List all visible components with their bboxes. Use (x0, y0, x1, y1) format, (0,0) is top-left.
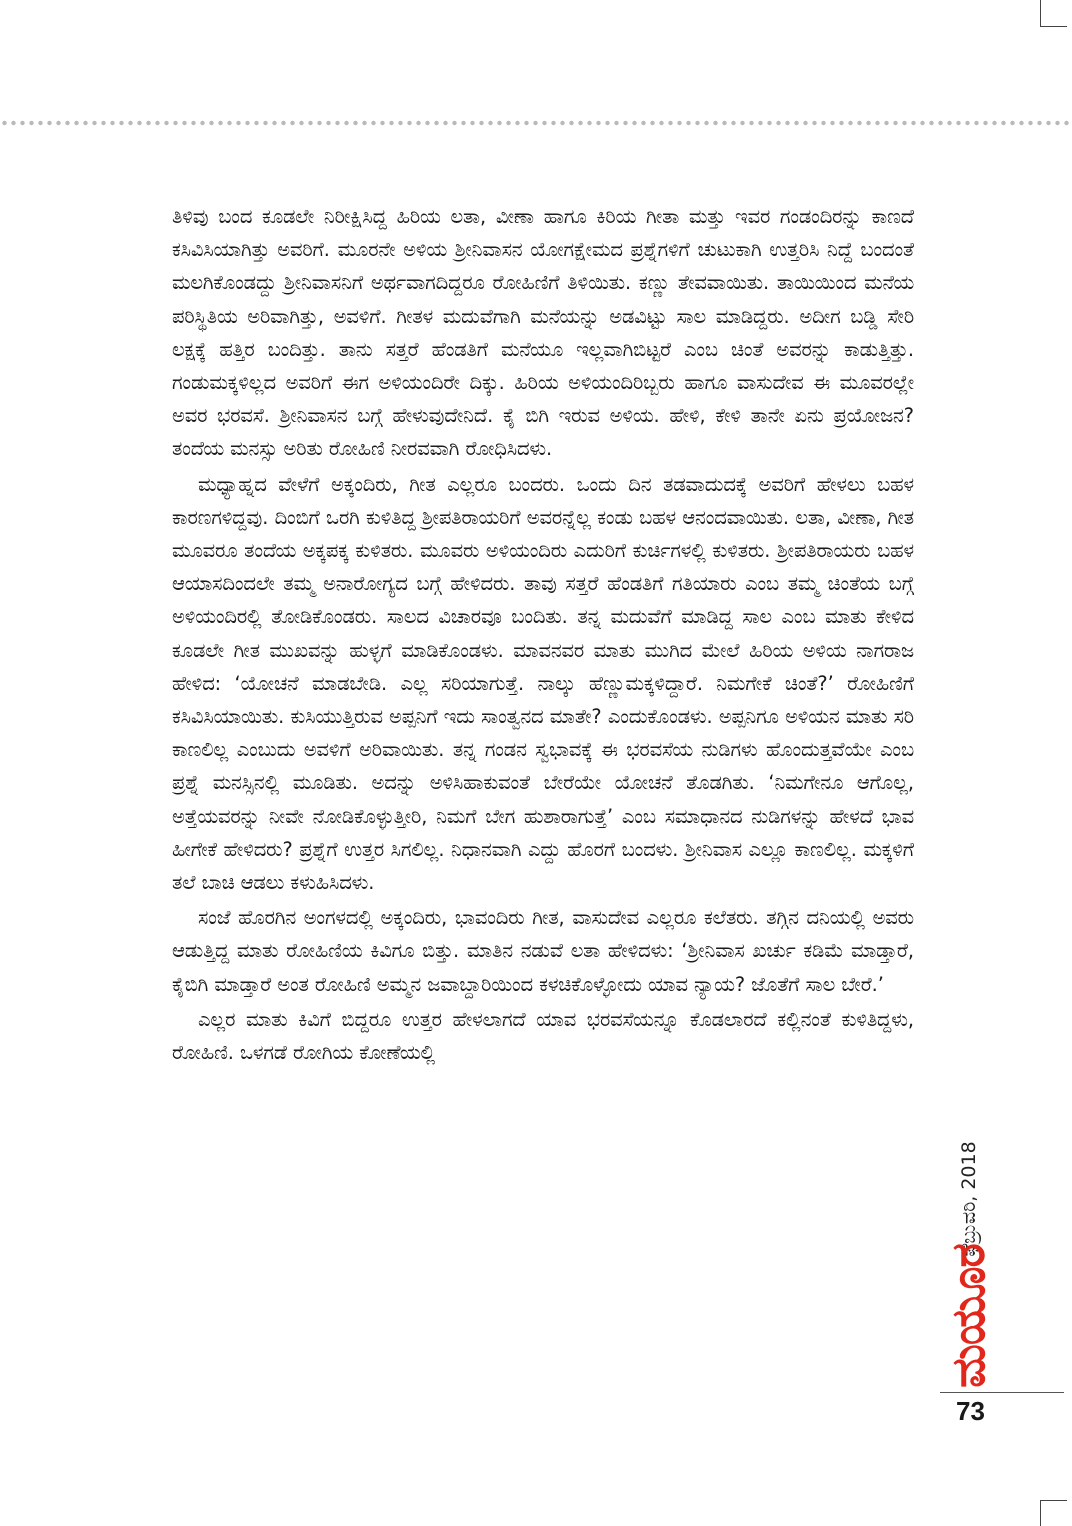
article-body (172, 200, 914, 1069)
paragraph: ಮಧ್ಯಾಹ್ನದ ವೇಳೆಗೆ ಅಕ್ಕಂದಿರು, ಗೀತ ಎಲ್ಲರೂ ಬಂದರು. ಒಂದು ದಿನ ತಡವಾದುದಕ್ಕೆ ಅವರಿಗೆ ಹೇಳಲು ಬಹಳ ಕಾರಣಗಳಿದ್ದವು. ದಿಂಬಿಗೆ ಒರಗಿ ಕುಳಿತಿದ್ದ ಶ್ರೀಪತಿರಾಯರಿಗೆ ಅವರನ್ನೆಲ್ಲ ಕಂಡು ಬಹಳ ಆನಂದವಾಯಿತು. ಲತಾ, ವೀಣಾ, ಗೀತ ಮೂವರೂ ತಂದೆಯ ಅಕ್ಕಪಕ್ಕ ಕುಳಿತರು. ಮೂವರು ಅಳಿಯಂದಿರು ಎದುರಿಗೆ ಕುರ್ಚಿಗಳಲ್ಲಿ ಕುಳಿತರು. ಶ್ರೀಪತಿರಾಯರು ಬಹಳ ಆಯಾಸದಿಂದಲೇ ತಮ್ಮ ಅನಾರೋಗ್ಯದ ಬಗ್ಗೆ ಹೇಳಿದರು. ತಾವು ಸತ್ತರೆ ಹೆಂಡತಿಗೆ ಗತಿಯಾರು ಎಂಬ ತಮ್ಮ ಚಿಂತೆಯ ಬಗ್ಗೆ ಅಳಿಯಂದಿರಲ್ಲಿ ತೋಡಿಕೊಂಡರು. ಸಾಲದ ವಿಚಾರವೂ ಬಂದಿತು. ತನ್ನ ಮದುವೆಗೆ ಮಾಡಿದ್ದ ಸಾಲ ಎಂಬ ಮಾತು ಕೇಳಿದ ಕೂಡಲೇ ಗೀತ ಮುಖವನ್ನು ಹುಳ್ಳಗೆ ಮಾಡಿಕೊಂಡಳು. ಮಾವನವರ ಮಾತು ಮುಗಿದ ಮೇಲೆ ಹಿರಿಯ ಅಳಿಯ ನಾಗರಾಜ ಹೇಳಿದ: ‘ಯೋಚನೆ ಮಾಡಬೇಡಿ. ಎಲ್ಲ ಸರಿಯಾಗುತ್ತೆ. ನಾಲ್ಕು ಹೆಣ್ಣುಮಕ್ಕಳಿದ್ದಾರೆ. ನಿಮಗೇಕೆ ಚಿಂತೆ?’ ರೋಹಿಣಿಗೆ ಕಸಿವಿಸಿಯಾಯಿತು. ಕುಸಿಯುತ್ತಿರುವ ಅಪ್ಪನಿಗೆ ಇದು ಸಾಂತ್ವನದ ಮಾತೇ? ಎಂದುಕೊಂಡಳು. ಅಪ್ಪನಿಗೂ ಅಳಿಯನ ಮಾತು ಸರಿ ಕಾಣಲಿಲ್ಲ ಎಂಬುದು ಅವಳಿಗೆ ಅರಿವಾಯಿತು. ತನ್ನ ಗಂಡನ ಸ್ವಭಾವಕ್ಕೆ ಈ ಭರವಸೆಯ ನುಡಿಗಳು ಹೊಂದುತ್ತವೆಯೇ ಎಂಬ ಪ್ರಶ್ನೆ ಮನಸ್ಸಿನಲ್ಲಿ ಮೂಡಿತು. ಅದನ್ನು ಅಳಿಸಿಹಾಕುವಂತೆ ಬೇರೆಯೇ ಯೋಚನೆ ತೊಡಗಿತು. ‘ನಿಮಗೇನೂ ಆಗೊಲ್ಲ, ಅತ್ತೆಯವರನ್ನು ನೀವೇ ನೋಡಿಕೊಳ್ಳುತ್ತೀರಿ, ನಿಮಗೆ ಬೇಗ ಹುಶಾರಾಗುತ್ತೆ’ ಎಂಬ ಸಮಾಧಾನದ ನುಡಿಗಳನ್ನು ಹೇಳದೆ ಭಾವ ಹೀಗೇಕೆ ಹೇಳಿದರು? ಪ್ರಶ್ನೆಗೆ ಉತ್ತರ ಸಿಗಲಿಲ್ಲ. ನಿಧಾನವಾಗಿ ಎದ್ದು ಹೊರಗೆ ಬಂದಳು. ಶ್ರೀನಿವಾಸ ಎಲ್ಲೂ ಕಾಣಲಿಲ್ಲ. ಮಕ್ಕಳಿಗೆ ತಲೆ ಬಾಚಿ ಆಡಲು ಕಳುಹಿಸಿದಳು. (172, 472, 914, 895)
paragraph: ತಿಳಿವು ಬಂದ ಕೂಡಲೇ ನಿರೀಕ್ಷಿಸಿದ್ದ ಹಿರಿಯ ಲತಾ, ವೀಣಾ ಹಾಗೂ ಕಿರಿಯ ಗೀತಾ ಮತ್ತು ಇವರ ಗಂಡಂದಿರನ್ನು ಕಾಣದೆ ಕಸಿವಿಸಿಯಾಗಿತ್ತು ಅವರಿಗೆ. ಮೂರನೇ ಅಳಿಯ ಶ್ರೀನಿವಾಸನ ಯೋಗಕ್ಷೇಮದ ಪ್ರಶ್ನೆಗಳಿಗೆ ಚುಟುಕಾಗಿ ಉತ್ತರಿಸಿ ನಿದ್ದೆ ಬಂದಂತೆ ಮಲಗಿಕೊಂಡದ್ದು ಶ್ರೀನಿವಾಸನಿಗೆ ಅರ್ಥವಾಗದಿದ್ದರೂ ರೋಹಿಣಿಗೆ ತಿಳಿಯಿತು. ಕಣ್ಣು ತೇವವಾಯಿತು. ತಾಯಿಯಿಂದ ಮನೆಯ ಪರಿಸ್ಥಿತಿಯ ಅರಿವಾಗಿತ್ತು, ಅವಳಿಗೆ. ಗೀತಳ ಮದುವೆಗಾಗಿ ಮನೆಯನ್ನು ಅಡವಿಟ್ಟು ಸಾಲ ಮಾಡಿದ್ದರು. ಅದೀಗ ಬಡ್ಡಿ ಸೇರಿ ಲಕ್ಷಕ್ಕೆ ಹತ್ತಿರ ಬಂದಿತ್ತು. ತಾನು ಸತ್ತರೆ ಹೆಂಡತಿಗೆ ಮನೆಯೂ ಇಲ್ಲವಾಗಿಬಿಟ್ಟರೆ ಎಂಬ ಚಿಂತೆ ಅವರನ್ನು ಕಾಡುತ್ತಿತ್ತು. ಗಂಡುಮಕ್ಕಳಿಲ್ಲದ ಅವರಿಗೆ ಈಗ ಅಳಿಯಂದಿರೇ ದಿಕ್ಕು. ಹಿರಿಯ ಅಳಿಯಂದಿರಿಬ್ಬರು ಹಾಗೂ ವಾಸುದೇವ ಈ ಮೂವರಲ್ಲೇ ಅವರ ಭರವಸೆ. ಶ್ರೀನಿವಾಸನ ಬಗ್ಗೆ ಹೇಳುವುದೇನಿದೆ. ಕೈ ಬಿಗಿ ಇರುವ ಅಳಿಯ. ಹೇಳಿ, ಕೇಳಿ ತಾನೇ ಏನು ಪ್ರಯೋಜನ? ತಂದೆಯ ಮನಸ್ಸು ಅರಿತು ರೋಹಿಣಿ ನೀರವವಾಗಿ ರೋಧಿಸಿದಳು. (172, 205, 914, 461)
magazine-logo (940, 1240, 998, 1392)
dotted-header-rule (0, 120, 1072, 126)
page-number: 73 (956, 1396, 985, 1426)
magazine-logo-text: ಮಯೂರ (941, 1244, 995, 1388)
footer-rule (940, 1392, 1064, 1393)
crop-mark-bottom (1040, 1500, 1067, 1526)
paragraph: ಸಂಜೆ ಹೊರಗಿನ ಅಂಗಳದಲ್ಲಿ ಅಕ್ಕಂದಿರು, ಭಾವಂದಿರು ಗೀತ, ವಾಸುದೇವ ಎಲ್ಲರೂ ಕಲೆತರು. ತಗ್ಗಿನ ದನಿಯಲ್ಲಿ ಅವರು ಆಡುತ್ತಿದ್ದ ಮಾತು ರೋಹಿಣಿಯ ಕಿವಿಗೂ ಬಿತ್ತು. ಮಾತಿನ ನಡುವೆ ಲತಾ ಹೇಳಿದಳು: ‘ಶ್ರೀನಿವಾಸ ಖರ್ಚು ಕಡಿಮೆ ಮಾಡ್ತಾರೆ, ಕೈಬಿಗಿ ಮಾಡ್ತಾರೆ ಅಂತ ರೋಹಿಣಿ ಅಮ್ಮನ ಜವಾಬ್ದಾರಿಯಿಂದ ಕಳಚಿಕೊಳ್ಳೋದು ಯಾವ ನ್ಯಾಯ? ಜೊತೆಗೆ ಸಾಲ ಬೇರೆ.’ (172, 906, 914, 996)
issue-date-text: ಫೆಬ್ರುವರಿ, 2018 (958, 1141, 980, 1257)
crop-mark-top (1040, 0, 1067, 27)
paragraph: ಎಲ್ಲರ ಮಾತು ಕಿವಿಗೆ ಬಿದ್ದರೂ ಉತ್ತರ ಹೇಳಲಾಗದೆ ಯಾವ ಭರವಸೆಯನ್ನೂ ಕೊಡಲಾರದೆ ಕಲ್ಲಿನಂತೆ ಕುಳಿತಿದ್ದಳು, ರೋಹಿಣಿ. ಒಳಗಡೆ ರೋಗಿಯ ಕೋಣೆಯಲ್ಲಿ (172, 1007, 914, 1065)
